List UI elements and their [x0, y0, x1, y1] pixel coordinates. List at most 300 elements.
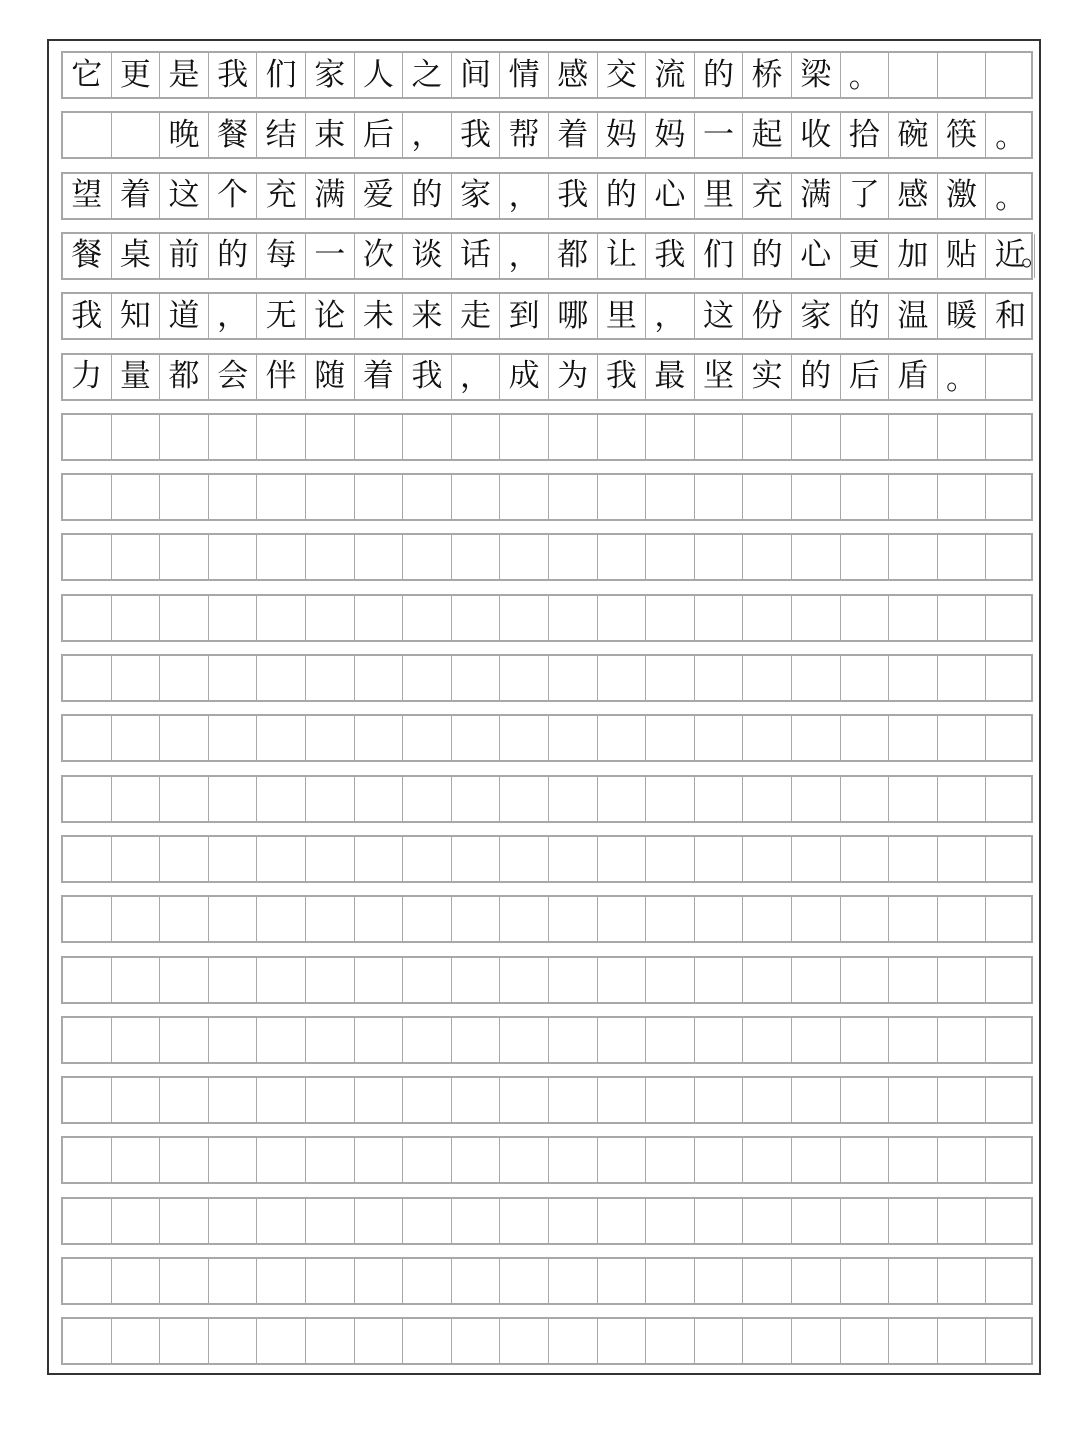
grid-cell: [938, 475, 987, 519]
grid-cell: [112, 294, 161, 338]
handwritten-char: 份: [751, 297, 783, 334]
grid-cell: [646, 777, 695, 821]
grid-cell: [986, 1018, 1035, 1062]
grid-cell: [257, 535, 306, 579]
grid-cell: [500, 656, 549, 700]
handwritten-char: 知: [119, 297, 151, 334]
grid-cell: [598, 1259, 647, 1303]
grid-cell: [500, 415, 549, 459]
grid-cell: [403, 958, 452, 1002]
handwritten-char: 充: [751, 177, 783, 214]
grid-cell: [403, 294, 452, 338]
grid-cell: [160, 1138, 209, 1182]
grid-cell: [306, 294, 355, 338]
grid-cell: [355, 294, 404, 338]
grid-cell: [938, 294, 987, 338]
grid-cell: [938, 1199, 987, 1243]
grid-row: [61, 533, 1033, 581]
handwritten-char: 拾: [848, 116, 880, 153]
handwritten-char: 到: [508, 297, 540, 334]
handwritten-char: 情: [508, 56, 540, 93]
grid-cell: [500, 355, 549, 399]
grid-cell: [63, 777, 112, 821]
grid-cell: [452, 716, 501, 760]
grid-cell: [549, 716, 598, 760]
grid-cell: [63, 1199, 112, 1243]
grid-cell: [889, 716, 938, 760]
grid-cell: [500, 174, 549, 218]
grid-cell: [209, 777, 258, 821]
grid-cell: [549, 355, 598, 399]
grid-cell: [695, 1199, 744, 1243]
grid-cell: [549, 596, 598, 640]
grid-cell: [209, 1138, 258, 1182]
grid-cell: [452, 1138, 501, 1182]
grid-cell: [452, 234, 501, 278]
grid-cell: [209, 1319, 258, 1363]
grid-cell: [306, 716, 355, 760]
grid-cell: [355, 1259, 404, 1303]
grid-cell: [403, 1319, 452, 1363]
grid-cell: [452, 777, 501, 821]
grid-cell: [646, 716, 695, 760]
grid-cell: [549, 234, 598, 278]
grid-cell: [257, 234, 306, 278]
grid-cell: [355, 415, 404, 459]
grid-cell: [792, 234, 841, 278]
grid-cell: [160, 355, 209, 399]
grid-cell: [452, 656, 501, 700]
handwritten-char: 是: [168, 56, 200, 93]
grid-cell: [355, 716, 404, 760]
grid-cell: [112, 415, 161, 459]
grid-cell: [306, 958, 355, 1002]
grid-cell: [646, 234, 695, 278]
handwritten-char: 流: [654, 56, 686, 93]
handwritten-char: 感: [557, 56, 589, 93]
grid-cell: [695, 415, 744, 459]
handwritten-char: 心: [800, 237, 832, 274]
handwritten-char: 让: [605, 237, 637, 274]
grid-cell: [792, 53, 841, 97]
handwritten-char: 桌: [119, 237, 151, 274]
handwritten-char: 走: [460, 297, 492, 334]
grid-cell: [598, 355, 647, 399]
handwritten-char: 和: [995, 297, 1027, 334]
handwritten-char: 暖: [945, 297, 977, 334]
grid-cell: [646, 113, 695, 157]
grid-cell: [209, 656, 258, 700]
grid-cell: [355, 897, 404, 941]
grid-cell: [403, 596, 452, 640]
grid-row: [61, 353, 1033, 401]
handwritten-char: 的: [411, 177, 443, 214]
grid-cell: [112, 777, 161, 821]
handwritten-char: 间: [460, 56, 492, 93]
grid-cell: [986, 1138, 1035, 1182]
grid-cell: [306, 837, 355, 881]
grid-cell: [500, 1078, 549, 1122]
grid-cell: [889, 837, 938, 881]
grid-cell: [257, 1319, 306, 1363]
grid-cell: [452, 958, 501, 1002]
handwritten-char: 力: [71, 358, 103, 394]
grid-cell: [63, 1078, 112, 1122]
grid-cell: [792, 777, 841, 821]
grid-cell: [889, 596, 938, 640]
grid-cell: [986, 174, 1035, 218]
grid-cell: [500, 596, 549, 640]
grid-cell: [792, 535, 841, 579]
grid-cell: [938, 1138, 987, 1182]
grid-cell: [695, 958, 744, 1002]
grid-cell: [112, 596, 161, 640]
grid-row: [61, 232, 1052, 280]
grid-cell: [841, 1259, 890, 1303]
grid-cell: [792, 415, 841, 459]
grid-cell: [889, 1319, 938, 1363]
grid-cell: [209, 897, 258, 941]
grid-cell: [355, 1138, 404, 1182]
grid-cell: [743, 53, 792, 97]
grid-cell: [695, 596, 744, 640]
grid-cell: [160, 294, 209, 338]
handwritten-char: 我: [217, 56, 249, 93]
grid-cell: [792, 1018, 841, 1062]
grid-cell: [841, 535, 890, 579]
handwritten-char: 我: [557, 177, 589, 214]
handwritten-char: 贴: [945, 237, 977, 274]
grid-row: [61, 51, 1033, 99]
grid-cell: [63, 596, 112, 640]
grid-cell: [63, 1138, 112, 1182]
grid-cell: [938, 535, 987, 579]
handwritten-char: 帮: [508, 116, 540, 153]
composition-paper: [47, 39, 1052, 1375]
grid-cell: [646, 897, 695, 941]
grid-cell: [695, 656, 744, 700]
grid-row: [61, 956, 1033, 1004]
grid-cell: [792, 716, 841, 760]
handwritten-char: 收: [800, 116, 832, 153]
grid-row: [61, 473, 1033, 521]
grid-cell: [792, 475, 841, 519]
grid-cell: [112, 174, 161, 218]
grid-cell: [743, 777, 792, 821]
handwritten-char: 哪: [557, 297, 589, 334]
grid-cell: [63, 958, 112, 1002]
grid-cell: [160, 113, 209, 157]
handwritten-char: 后: [362, 116, 394, 153]
grid-cell: [889, 656, 938, 700]
grid-cell: [209, 415, 258, 459]
grid-cell: [986, 294, 1035, 338]
grid-cell: [112, 1259, 161, 1303]
handwritten-char: 激: [945, 177, 977, 214]
grid-cell: [986, 475, 1035, 519]
handwritten-char: 着: [557, 116, 589, 153]
grid-cell: [112, 355, 161, 399]
grid-cell: [598, 294, 647, 338]
grid-cell: [160, 234, 209, 278]
grid-cell: [403, 113, 452, 157]
grid-cell: [986, 1259, 1035, 1303]
grid-cell: [598, 415, 647, 459]
grid-cell: [841, 596, 890, 640]
grid-cell: [306, 1018, 355, 1062]
grid-cell: [63, 716, 112, 760]
grid-row: [61, 714, 1033, 762]
grid-cell: [986, 355, 1035, 399]
grid-cell: [889, 1018, 938, 1062]
grid-cell: [500, 958, 549, 1002]
grid-cell: [889, 1259, 938, 1303]
grid-cell: [500, 1319, 549, 1363]
grid-cell: [841, 174, 890, 218]
grid-cell: [598, 1018, 647, 1062]
handwritten-char: 这: [703, 297, 735, 334]
grid-cell: [743, 355, 792, 399]
handwritten-char: 起: [751, 116, 783, 153]
grid-cell: [549, 837, 598, 881]
grid-row: [61, 172, 1033, 220]
grid-cell: [257, 1259, 306, 1303]
grid-cell: [355, 475, 404, 519]
grid-cell: [63, 475, 112, 519]
grid-cell: [257, 596, 306, 640]
grid-cell: [792, 837, 841, 881]
grid-cell: [257, 958, 306, 1002]
grid-row: [61, 1317, 1033, 1365]
grid-cell: [500, 777, 549, 821]
grid-cell: [160, 716, 209, 760]
grid-cell: [938, 234, 987, 278]
grid-cell: [160, 535, 209, 579]
grid-cell: [646, 174, 695, 218]
handwritten-char: 满: [314, 177, 346, 214]
grid-cell: [160, 1018, 209, 1062]
grid-cell: [160, 475, 209, 519]
grid-row: [61, 1016, 1033, 1064]
grid-cell: [598, 716, 647, 760]
grid-cell: [209, 958, 258, 1002]
grid-cell: [257, 113, 306, 157]
grid-cell: [160, 897, 209, 941]
grid-cell: [889, 777, 938, 821]
grid-cell: [306, 113, 355, 157]
grid-cell: [889, 897, 938, 941]
grid-cell: [257, 53, 306, 97]
grid-cell: [257, 777, 306, 821]
grid-cell: [306, 1138, 355, 1182]
grid-cell: [209, 1018, 258, 1062]
grid-cell: [646, 1259, 695, 1303]
grid-cell: [792, 1259, 841, 1303]
grid-row: [61, 594, 1033, 642]
handwritten-char: 们: [265, 56, 297, 93]
grid-cell: [598, 777, 647, 821]
grid-cell: [403, 475, 452, 519]
grid-cell: [598, 1138, 647, 1182]
grid-cell: [549, 53, 598, 97]
grid-cell: [306, 1199, 355, 1243]
grid-cell: [452, 294, 501, 338]
grid-cell: [598, 656, 647, 700]
grid-cell: [646, 475, 695, 519]
handwritten-char: 话: [460, 237, 492, 274]
handwritten-char: 前: [168, 237, 200, 274]
handwritten-char: 家: [314, 56, 346, 93]
grid-cell: [743, 958, 792, 1002]
grid-cell: [209, 1259, 258, 1303]
grid-cell: [63, 113, 112, 157]
grid-cell: [743, 294, 792, 338]
grid-cell: [500, 1259, 549, 1303]
grid-cell: [549, 656, 598, 700]
handwritten-char: 温: [897, 297, 929, 334]
grid-cell: [938, 596, 987, 640]
grid-cell: [403, 535, 452, 579]
grid-cell: [112, 656, 161, 700]
handwritten-char: 满: [800, 177, 832, 214]
handwritten-char: 我: [71, 297, 103, 334]
handwritten-char: 妈: [654, 116, 686, 153]
grid-row: [61, 292, 1033, 340]
grid-cell: [209, 716, 258, 760]
grid-cell: [889, 415, 938, 459]
grid-cell: [403, 1138, 452, 1182]
grid-cell: [841, 837, 890, 881]
grid-cell: [306, 535, 355, 579]
grid-cell: [792, 1138, 841, 1182]
grid-cell: [306, 234, 355, 278]
handwritten-char: 为: [557, 358, 589, 394]
handwritten-char: 的: [217, 237, 249, 274]
grid-cell: [355, 113, 404, 157]
grid-cell: [500, 897, 549, 941]
grid-cell: [743, 656, 792, 700]
grid-cell: [403, 897, 452, 941]
grid-cell: [938, 1319, 987, 1363]
handwritten-char: 实: [751, 358, 783, 394]
handwritten-char: 都: [557, 237, 589, 274]
grid-cell: [209, 294, 258, 338]
handwritten-char: ，: [654, 298, 686, 335]
grid-cell: [646, 1018, 695, 1062]
grid-cell: [112, 535, 161, 579]
grid-row: [61, 1076, 1033, 1124]
grid-cell: [549, 535, 598, 579]
grid-cell: [792, 596, 841, 640]
handwritten-char: ，: [508, 177, 540, 214]
grid-cell: [112, 1319, 161, 1363]
grid-cell: [63, 174, 112, 218]
grid-cell: [986, 656, 1035, 700]
grid-cell: [646, 656, 695, 700]
grid-cell: [403, 234, 452, 278]
grid-cell: [841, 897, 890, 941]
grid-cell: [841, 1078, 890, 1122]
grid-cell: [598, 837, 647, 881]
handwritten-char: 最: [654, 358, 686, 394]
handwritten-char: 盾: [897, 358, 929, 394]
grid-cell: [160, 1319, 209, 1363]
grid-cell: [986, 113, 1035, 157]
grid-cell: [792, 113, 841, 157]
handwritten-char: 束: [314, 116, 346, 153]
handwritten-char: 随: [314, 358, 346, 394]
grid-cell: [355, 53, 404, 97]
grid-cell: [986, 596, 1035, 640]
grid-cell: [549, 1138, 598, 1182]
grid-cell: [403, 53, 452, 97]
grid-cell: [743, 1199, 792, 1243]
handwritten-char: 充: [265, 177, 297, 214]
handwritten-char: 筷: [945, 116, 977, 153]
grid-cell: [112, 958, 161, 1002]
grid-row: [61, 1136, 1033, 1184]
grid-cell: [938, 837, 987, 881]
grid-cell: [452, 1078, 501, 1122]
grid-row: [61, 1257, 1033, 1305]
grid-cell: [112, 234, 161, 278]
grid-cell: [598, 1078, 647, 1122]
handwritten-char: 论: [314, 297, 346, 334]
grid-cell: [986, 837, 1035, 881]
grid-cell: [743, 1078, 792, 1122]
grid-cell: [452, 1199, 501, 1243]
grid-cell: [889, 535, 938, 579]
grid-cell: [986, 1078, 1035, 1122]
grid-cell: [257, 1138, 306, 1182]
grid-cell: [355, 234, 404, 278]
grid-cell: [160, 1259, 209, 1303]
grid-cell: [257, 475, 306, 519]
grid-cell: [257, 1018, 306, 1062]
handwritten-char: 一: [703, 116, 735, 153]
grid-cell: [889, 53, 938, 97]
grid-cell: [598, 596, 647, 640]
grid-cell: [63, 234, 112, 278]
grid-cell: [306, 1078, 355, 1122]
grid-cell: [160, 53, 209, 97]
grid-cell: [257, 415, 306, 459]
grid-cell: [743, 1319, 792, 1363]
grid-cell: [500, 294, 549, 338]
grid-cell: [841, 355, 890, 399]
grid-cell: [695, 234, 744, 278]
grid-cell: [452, 355, 501, 399]
grid-cell: [646, 53, 695, 97]
grid-cell: [549, 113, 598, 157]
handwritten-char: 的: [800, 358, 832, 394]
grid-cell: [403, 1199, 452, 1243]
grid-cell: [792, 1078, 841, 1122]
grid-cell: [209, 234, 258, 278]
grid-cell: [986, 1319, 1035, 1363]
handwritten-char: 感: [897, 177, 929, 214]
grid-cell: [452, 174, 501, 218]
grid-cell: [500, 234, 549, 278]
handwritten-char: 爱: [362, 177, 394, 214]
grid-cell: [938, 656, 987, 700]
grid-cell: [646, 355, 695, 399]
grid-cell: [889, 294, 938, 338]
grid-cell: [695, 1138, 744, 1182]
grid-cell: [209, 475, 258, 519]
handwritten-char: 更: [119, 56, 151, 93]
grid-cell: [695, 174, 744, 218]
